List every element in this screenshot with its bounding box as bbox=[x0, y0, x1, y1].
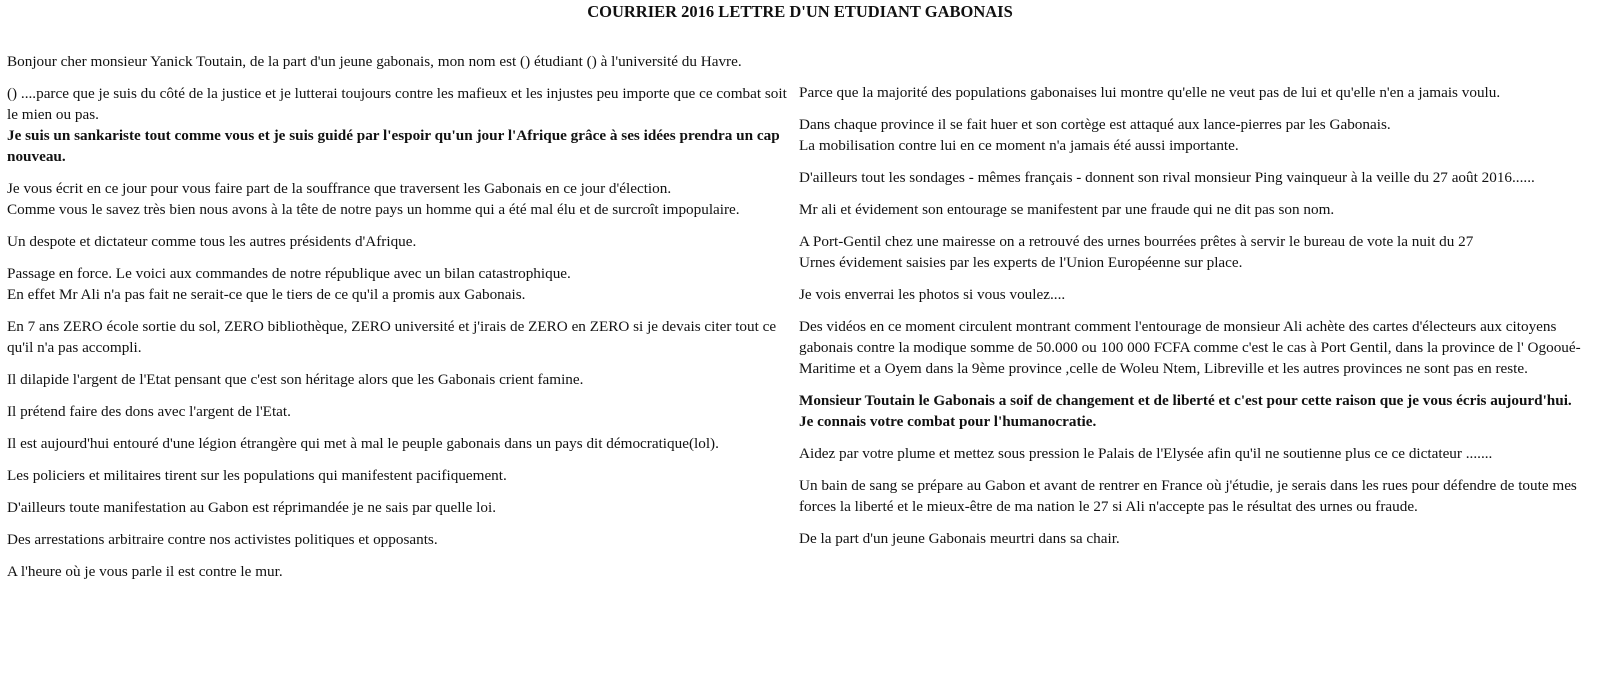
greeting-paragraph: Bonjour cher monsieur Yanick Toutain, de la part d'un jeune gabonais, mon nom est () étudiant () à l'université du Havre. bbox=[7, 53, 742, 70]
elysee-paragraph: Aidez par votre plume et mettez sous pression le Palais de l'Elysée afin qu'il ne soutienne plus ce ce dictateur ....... bbox=[799, 445, 1493, 462]
passage-paragraph bbox=[7, 263, 797, 305]
videos-paragraph: Des vidéos en ce moment circulent montrant comment l'entourage de monsieur Ali achète des cartes d'électeurs aux citoyens gabonais contre la modique somme de 50.000 ou 100 000 FCFA comme c'est le cas à Port Gentil, dans la province de l' Ogooué-Maritime et a Oyem dans la 9ème province ,celle de Woleu Ntem, Libreville et les autres provinces ne sont pas en reste. bbox=[799, 318, 1581, 377]
despot-paragraph: Un despote et dictateur comme tous les autres présidents d'Afrique. bbox=[7, 233, 417, 250]
left-column bbox=[7, 51, 797, 593]
manifestation-paragraph: D'ailleurs toute manifestation au Gabon est réprimandée je ne sais par quelle loi. bbox=[7, 499, 496, 516]
election-paragraph bbox=[7, 178, 797, 220]
soif-line: Monsieur Toutain le Gabonais a soif de changement et de liberté et c'est pour cette raison que je vous écris aujourd'hui. bbox=[799, 392, 1572, 409]
legion-paragraph: Il est aujourd'hui entouré d'une légion étrangère qui met à mal le peuple gabonais dans un pays dit démocratique(lol). bbox=[7, 435, 719, 452]
humanocratie-line: Je connais votre combat pour l'humanocratie. bbox=[799, 413, 1097, 430]
passage-line: Passage en force. Le voici aux commandes de notre république avec un bilan catastrophique. bbox=[7, 265, 571, 282]
zero-paragraph: En 7 ans ZERO école sortie du sol, ZERO bibliothèque, ZERO université et j'irais de ZERO en ZERO si je devais citer tout ce qu'il n'a pas accompli. bbox=[7, 318, 777, 356]
signature-paragraph: De la part d'un jeune Gabonais meurtri dans sa chair. bbox=[799, 530, 1120, 547]
promises-line: En effet Mr Ali n'a pas fait ne serait-ce que le tiers de ce qu'il a promis aux Gabonais. bbox=[7, 286, 526, 303]
urnes-line: A Port-Gentil chez une mairesse on a retrouvé des urnes bourrées prêtes à servir le bureau de vote la nuit du 27 bbox=[799, 233, 1474, 250]
province-paragraph bbox=[799, 114, 1595, 156]
dilapide-paragraph: Il dilapide l'argent de l'Etat pensant que c'est son héritage alors que les Gabonais crient famine. bbox=[7, 371, 584, 388]
sankariste-paragraph: Je suis un sankariste tout comme vous et je suis guidé par l'espoir qu'un jour l'Afrique grâce à ses idées prendra un cap nouveau. bbox=[7, 127, 780, 165]
saisies-line: Urnes évidement saisies par les experts de l'Union Européenne sur place. bbox=[799, 254, 1243, 271]
sondages-paragraph: D'ailleurs tout les sondages - mêmes français - donnent son rival monsieur Ping vainqueur à la veille du 27 août 2016...... bbox=[799, 169, 1535, 186]
huer-line: Dans chaque province il se fait huer et son cortège est attaqué aux lance-pierres par les Gabonais. bbox=[799, 116, 1391, 133]
fraude-paragraph: Mr ali et évidement son entourage se manifestent par une fraude qui ne dit pas son nom. bbox=[799, 201, 1335, 218]
unpopular-line: Comme vous le savez très bien nous avons à la tête de notre pays un homme qui a été mal élu et de surcroît impopulaire. bbox=[7, 201, 740, 218]
dons-paragraph: Il prétend faire des dons avec l'argent de l'Etat. bbox=[7, 403, 291, 420]
election-line: Je vous écrit en ce jour pour vous faire part de la souffrance que traversent les Gabonais en ce jour d'élection. bbox=[7, 180, 672, 197]
right-column bbox=[799, 82, 1595, 560]
majorite-paragraph: Parce que la majorité des populations gabonaises lui montre qu'elle ne veut pas de lui et qu'elle n'en a jamais voulu. bbox=[799, 84, 1501, 101]
justice-paragraph: () ....parce que je suis du côté de la justice et je lutterai toujours contre les mafieux et les injustes peu importe que ce combat soit le mien ou pas. bbox=[7, 85, 787, 123]
policiers-paragraph: Les policiers et militaires tirent sur les populations qui manifestent pacifiquement. bbox=[7, 467, 507, 484]
mur-paragraph: A l'heure où je vous parle il est contre le mur. bbox=[7, 563, 283, 580]
arrestations-paragraph: Des arrestations arbitraire contre nos activistes politiques et opposants. bbox=[7, 531, 438, 548]
photos-paragraph: Je vois enverrai les photos si vous voulez.... bbox=[799, 286, 1066, 303]
port-gentil-paragraph bbox=[799, 231, 1595, 273]
appeal-paragraph bbox=[799, 390, 1595, 432]
mobilisation-line: La mobilisation contre lui en ce moment n'a jamais été aussi importante. bbox=[799, 137, 1239, 154]
page-title: COURRIER 2016 LETTRE D'UN ETUDIANT GABONAIS bbox=[587, 2, 1013, 21]
bain-de-sang-paragraph: Un bain de sang se prépare au Gabon et avant de rentrer en France où j'étudie, je serais dans les rues pour défendre de toute mes forces la liberté et le mieux-être de ma nation le 27 si Ali n'accepte pas le résultat des urnes ou fraude. bbox=[799, 477, 1577, 515]
